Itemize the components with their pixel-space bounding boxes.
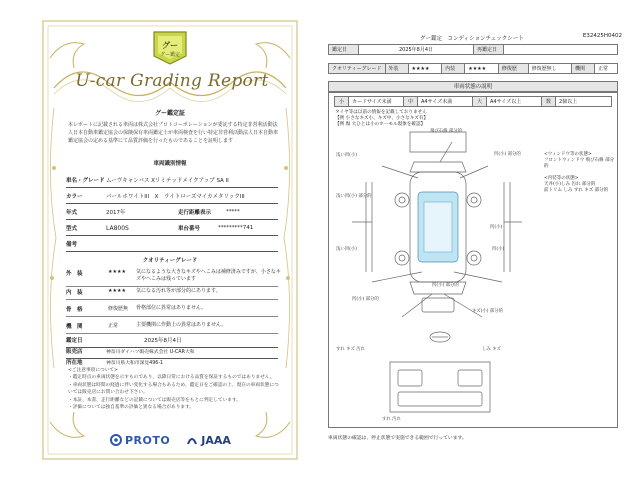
damage-caption: 凹(小) 部分的: [432, 283, 459, 288]
grade-label: 内 装: [66, 290, 83, 296]
side-note-line: 天井(小)しみ 汚れ 部分的: [544, 182, 596, 187]
jaaa-logo: [186, 434, 231, 447]
grade-label: 外 装: [66, 271, 83, 277]
dealer-label: 販売店: [66, 349, 83, 355]
certificate-subtitle: グー鑑定証: [154, 110, 185, 117]
row-label: カラー: [66, 194, 83, 200]
sheet-footer: 車両状態の確認は、停止状態で実施できる範囲で行っています。: [328, 436, 467, 441]
grade-label: 骨 格: [66, 307, 83, 313]
damage-caption: すれ キズ 汚れ: [336, 347, 366, 352]
legend-line: タイヤ等は以前の情報を記載しておりません: [335, 110, 427, 115]
damage-caption: すれ 汚れ: [382, 417, 401, 422]
reappraisal-value: [504, 45, 618, 55]
row-year: [66, 208, 278, 216]
car-damage-diagram: [332, 122, 542, 422]
row-value: 2017年: [106, 210, 126, 216]
row-dealer: [66, 347, 278, 355]
vehicle-state-heading: 車両状態の説明: [328, 81, 618, 92]
size-label: 大: [473, 97, 487, 107]
note-line: ・車両状態は時間の経過に伴い変化する場合もあるため、鑑定日をご確認の上、現在の車両状態については販売店にお問い合わせ下さい。: [68, 382, 279, 396]
quality-label: クオリティーグレード: [329, 64, 386, 74]
date-label: 鑑定日: [66, 338, 83, 344]
grade-desc: 骨格部位に異常はありません。: [136, 305, 207, 311]
note-line: ・鑑定時点の車両状態を示すものであり、以降日常における品質を保証するものではありません。: [68, 375, 275, 381]
grade-label: 機 関: [66, 324, 83, 330]
side-note-line: 前トリム しみ すれ キズ 部分的: [544, 188, 609, 193]
row-label: 年式: [66, 210, 78, 216]
grade-stars: ★★★★: [108, 288, 126, 294]
size-label: 中: [404, 97, 418, 107]
side-note-line: <内装等の状態>: [544, 176, 579, 181]
reappraisal-label: 再鑑定日: [474, 45, 504, 55]
svg-text:グー鑑定: グー鑑定: [159, 52, 181, 58]
mileage-value: *****: [226, 209, 240, 215]
quality-item-value: 正常: [594, 64, 617, 74]
quality-item-label: 内装: [442, 64, 465, 74]
vehicle-section-heading: 車両識別情報: [153, 161, 187, 167]
row-color: [66, 192, 278, 200]
location-label: 所在地: [66, 360, 83, 366]
note-line: <ご注意事項について>: [68, 368, 118, 373]
quality-item-label: 機関: [571, 64, 594, 74]
quality-item-value: ★★★★: [408, 64, 442, 74]
window-interior-notes: [544, 152, 616, 194]
size-value: A4サイズ未満: [418, 97, 473, 107]
sheet-title: グー鑑定 コンディションチェックシート: [420, 36, 524, 42]
row-name-grade: [66, 176, 278, 184]
proto-text: PROTO: [125, 433, 171, 447]
sheet-id: E32425H0402: [582, 33, 622, 39]
row-location: [66, 358, 278, 366]
date-value: 2025年8月4日: [359, 45, 474, 55]
grading-certificate: [40, 18, 300, 462]
svg-text:グー: グー: [162, 41, 178, 50]
date-value: 2025年8月4日: [144, 338, 182, 344]
goo-kantei-badge-icon: [150, 30, 190, 66]
quality-item-value: 修復歴無し: [528, 64, 571, 74]
side-note-line: フロントウィンドウ 飛び石修 部分的: [544, 158, 615, 169]
row-remarks: [66, 240, 278, 248]
damage-caption: 浅い凹(小): [336, 247, 357, 252]
row-value: ムーヴキャンバス Xリミテッドメイクアップ SA II: [106, 178, 229, 184]
grade-desc: 主要機関に作動上の異常はありません。: [136, 322, 227, 328]
damage-size-legend: [334, 96, 612, 107]
grade-desc: 気になるような大きなキズやへこみは補修済みですが、小さなキズやへこみは残っています: [136, 269, 281, 282]
damage-caption: 凹(小) 部分的: [352, 297, 379, 302]
quality-section-heading: クオリティーグレード: [142, 258, 198, 264]
location-value: 神奈川県大和市深見496-1: [106, 360, 164, 366]
grade-stars: 修復歴無: [108, 306, 129, 312]
legend-line: 【例 小さなキズ小、キズ中、小さなキズ有】: [335, 116, 429, 121]
quality-grade-table: [328, 63, 618, 74]
size-label: 数: [542, 97, 556, 107]
grade-stars: 正常: [108, 323, 119, 329]
jaaa-text: JAAA: [201, 433, 231, 447]
quality-item-label: 修復歴: [498, 64, 528, 74]
quality-item-value: ★★★★: [465, 64, 499, 74]
legend-line: 【例 傷 大ひとは小のホーモル現象を確認】: [335, 122, 426, 127]
dealer-value: 神奈川ダイハツ販売株式会社 U-CAR大和: [106, 349, 195, 355]
chassis-label: 車台番号: [178, 226, 201, 232]
damage-caption: 浅い凹(小): [336, 153, 357, 158]
row-value: パールホワイトIII X ライトローズマイカメタリックIII: [106, 194, 245, 200]
note-line: ・評価については独自基準の評価と異なる場合があります。: [68, 405, 195, 411]
date-label: 鑑定日: [329, 45, 359, 55]
damage-caption: 凹(小) 部分的: [494, 152, 521, 157]
damage-caption: 飛び石修 部分的: [430, 129, 463, 134]
damage-caption: 凹(小): [492, 247, 505, 252]
damage-caption: 浅い凹(小) 部分的: [336, 194, 372, 199]
chassis-value: *********741: [218, 225, 254, 231]
quality-item-label: 外装: [385, 64, 408, 74]
proto-logo: [110, 434, 170, 447]
mileage-label: 走行距離表示: [178, 210, 212, 216]
row-label: 型式: [66, 226, 78, 232]
report-title: U-car Grading Report: [75, 71, 269, 91]
condition-check-sheet: [322, 28, 622, 458]
row-appraisal-date: [66, 336, 278, 344]
size-value: カードサイズ未満: [349, 97, 404, 107]
side-note-line: <ウィンドウ等の状態>: [544, 152, 592, 157]
row-value: LA800S: [106, 224, 129, 232]
grade-desc: 気になる汚れ等が部分的にあります。: [136, 288, 221, 294]
grade-stars: ★★★★: [108, 269, 126, 275]
damage-caption: 凹(小): [490, 225, 503, 230]
footer-logos: [110, 430, 250, 450]
row-model: [66, 224, 278, 232]
note-line: ・本証、本書、走行距離などの記載については販売店等をもとに判定しています。: [68, 397, 241, 403]
size-value: 2個以上: [556, 97, 612, 107]
certificate-intro: 本レポートに記載される車両は株式会社プロトコーポレーションが委託する特定非営利活動法人日本自動車鑑定協会の保険保有車両鑑定士が車両検査を行い特定非営利活動法人日本自動車鑑定協会の定める基準にて品質評価を行ったものであることを証明します: [68, 122, 279, 144]
jaaa-mark-icon: [186, 434, 198, 446]
certificate-notes: [68, 367, 280, 411]
size-value: A4サイズ以上: [487, 97, 542, 107]
size-label: 小: [335, 97, 349, 107]
row-label: 車名・グレード: [66, 178, 105, 184]
proto-mark-icon: [110, 434, 122, 446]
damage-caption: しみ キズ: [482, 347, 501, 352]
damage-caption: キズ(小) 部分的: [472, 309, 504, 314]
row-label: 備考: [66, 242, 78, 248]
sheet-date-table: [328, 44, 618, 55]
